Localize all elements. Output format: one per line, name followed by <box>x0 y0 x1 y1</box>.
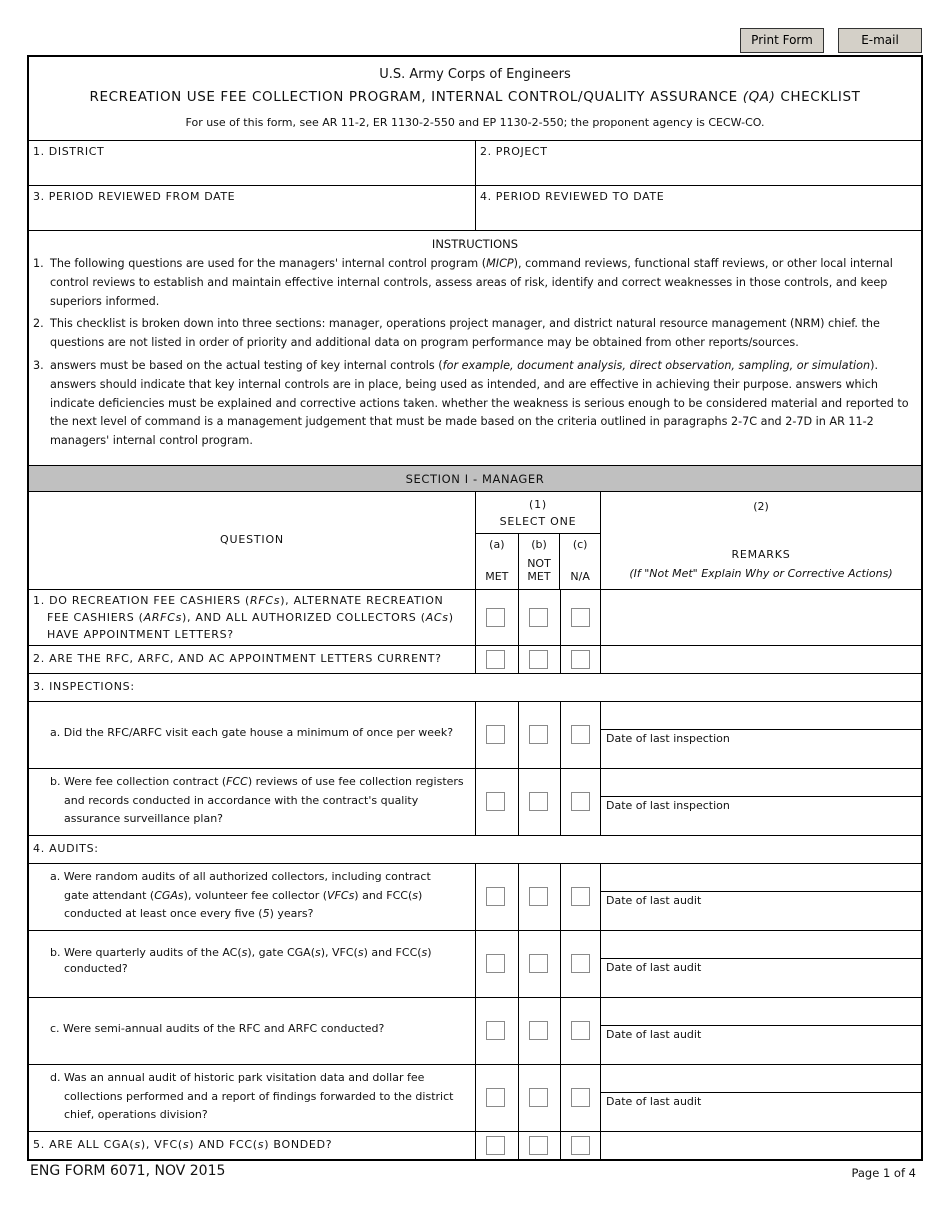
na-column-header: (c) N/A <box>559 534 600 589</box>
na-cell <box>560 864 601 930</box>
not-met-checkbox[interactable] <box>529 1021 548 1040</box>
print-form-button[interactable]: Print Form <box>740 28 824 53</box>
met-checkbox[interactable] <box>486 792 505 811</box>
select-one-header: (1) SELECT ONE (a) MET (b) NOT MET (c) N/A <box>476 492 601 589</box>
proponent-line: For use of this form, see AR 11-2, ER 1130-2-550 and EP 1130-2-550; the proponent agency is CECW-CO. <box>185 116 765 129</box>
remarks-field[interactable] <box>601 864 921 930</box>
na-checkbox[interactable] <box>571 792 590 811</box>
email-button[interactable]: E-mail <box>838 28 922 53</box>
field-row-2 <box>29 186 921 231</box>
checklist-form <box>27 55 923 1161</box>
met-checkbox[interactable] <box>486 650 505 669</box>
remarks-field[interactable] <box>601 998 921 1064</box>
remarks-field[interactable] <box>601 590 921 645</box>
project-field[interactable] <box>476 141 921 185</box>
remarks-input[interactable] <box>601 702 921 730</box>
remarks-input[interactable] <box>601 998 921 1026</box>
na-cell <box>560 931 601 997</box>
instructions-block <box>29 231 921 466</box>
not-met-cell <box>518 998 560 1064</box>
not-met-checkbox[interactable] <box>529 1088 548 1107</box>
na-cell <box>560 646 601 673</box>
question-text: 1. DO RECREATION FEE CASHIERS (RFCs), ALTERNATE RECREATION FEE CASHIERS (ARFCs), AND ALL AUTHORIZED COLLECTORS (ACs) HAVE APPOINTMENT LETTERS? <box>29 590 476 645</box>
not-met-cell <box>518 864 560 930</box>
not-met-cell <box>518 769 560 835</box>
project-label: 2. PROJECT <box>480 145 548 158</box>
met-cell <box>476 931 518 997</box>
not-met-checkbox[interactable] <box>529 1136 548 1155</box>
form-header <box>29 57 921 141</box>
remarks-field[interactable] <box>601 769 921 835</box>
remarks-field[interactable] <box>601 1132 921 1159</box>
not-met-checkbox[interactable] <box>529 954 548 973</box>
na-cell <box>560 702 601 768</box>
not-met-cell <box>518 931 560 997</box>
na-checkbox[interactable] <box>571 887 590 906</box>
met-column-header: (a) MET <box>485 538 509 583</box>
na-checkbox[interactable] <box>571 1021 590 1040</box>
not-met-checkbox[interactable] <box>529 608 548 627</box>
na-checkbox[interactable] <box>571 650 590 669</box>
page-number: Page 1 of 4 <box>851 1166 916 1180</box>
met-checkbox[interactable] <box>486 954 505 973</box>
not-met-checkbox[interactable] <box>529 887 548 906</box>
not-met-cell <box>518 1132 560 1159</box>
question-text: d. Was an annual audit of historic park visitation data and dollar fee collections performed and a report of findings forwarded to the district chief, operations division? <box>29 1065 476 1131</box>
na-cell <box>560 1132 601 1159</box>
not-met-cell <box>518 646 560 673</box>
remarks-field[interactable] <box>601 646 921 673</box>
met-cell <box>476 769 518 835</box>
question-text: a. Were random audits of all authorized collectors, including contract gate attendant (CGAs), volunteer fee collector (VFCs) and FCC(s) conducted at least once every five (5) years? <box>29 864 476 930</box>
instruction-item: 2. This checklist is broken down into three sections: manager, operations project manager, and district natural resource management (NRM) chief. the questions are not listed in order of priority and additional data on program performance may be obtained from other reports/sources. <box>33 317 880 350</box>
question-row <box>29 998 921 1065</box>
met-checkbox[interactable] <box>486 887 505 906</box>
date-of-last-audit-label: Date of last audit <box>606 1095 702 1108</box>
district-label: 1. DISTRICT <box>33 145 105 158</box>
instructions-heading: INSTRUCTIONS <box>431 237 519 251</box>
field-row-1 <box>29 141 921 186</box>
question-row <box>29 1132 921 1159</box>
question-row <box>29 1065 921 1132</box>
met-checkbox[interactable] <box>486 1021 505 1040</box>
remarks-input[interactable] <box>601 769 921 797</box>
column-headers <box>29 492 921 590</box>
na-checkbox[interactable] <box>571 954 590 973</box>
district-field[interactable] <box>29 141 476 185</box>
date-of-last-inspection-label: Date of last inspection <box>606 732 730 745</box>
na-checkbox[interactable] <box>571 725 590 744</box>
question-text: 5. ARE ALL CGA(s), VFC(s) AND FCC(s) BONDED? <box>29 1132 476 1159</box>
not-met-checkbox[interactable] <box>529 650 548 669</box>
met-cell <box>476 646 518 673</box>
met-cell <box>476 1065 518 1131</box>
question-row <box>29 590 921 646</box>
period-from-label: 3. PERIOD REVIEWED FROM DATE <box>33 190 236 203</box>
question-text: c. Were semi-annual audits of the RFC and ARFC conducted? <box>29 998 476 1064</box>
period-from-field[interactable] <box>29 186 476 230</box>
na-cell <box>560 769 601 835</box>
met-checkbox[interactable] <box>486 1088 505 1107</box>
question-text: b. Were quarterly audits of the AC(s), gate CGA(s), VFC(s) and FCC(s) conducted? <box>29 931 476 997</box>
period-to-field[interactable] <box>476 186 921 230</box>
na-cell <box>560 998 601 1064</box>
not-met-cell <box>518 702 560 768</box>
na-checkbox[interactable] <box>571 1136 590 1155</box>
section-header: SECTION I - MANAGER <box>29 466 921 492</box>
question-row <box>29 646 921 674</box>
not-met-checkbox[interactable] <box>529 792 548 811</box>
not-met-cell <box>518 1065 560 1131</box>
form-title: RECREATION USE FEE COLLECTION PROGRAM, INTERNAL CONTROL/QUALITY ASSURANCE (QA) CHECKLIST <box>89 89 861 105</box>
question-text: 2. ARE THE RFC, ARFC, AND AC APPOINTMENT LETTERS CURRENT? <box>29 646 476 673</box>
na-checkbox[interactable] <box>571 608 590 627</box>
remarks-input[interactable] <box>601 1065 921 1093</box>
remarks-field[interactable] <box>601 1065 921 1131</box>
remarks-input[interactable] <box>601 931 921 959</box>
met-checkbox[interactable] <box>486 725 505 744</box>
inspections-category: 3. INSPECTIONS: <box>29 674 921 702</box>
met-cell <box>476 864 518 930</box>
question-row <box>29 769 921 836</box>
not-met-column-header: (b) NOT MET <box>518 534 560 589</box>
audits-category: 4. AUDITS: <box>29 836 921 864</box>
remarks-field[interactable] <box>601 702 921 768</box>
not-met-checkbox[interactable] <box>529 725 548 744</box>
remarks-field[interactable] <box>601 931 921 997</box>
question-text: a. Did the RFC/ARFC visit each gate house a minimum of once per week? <box>29 702 476 768</box>
met-checkbox[interactable] <box>486 608 505 627</box>
met-cell <box>476 702 518 768</box>
date-of-last-inspection-label: Date of last inspection <box>606 799 730 812</box>
instruction-item: 1. The following questions are used for the managers' internal control program (MICP), command reviews, functional staff reviews, or other local internal control reviews to establish and maintain effective internal controls, assess areas of risk, identify and correct weaknesses in those controls, and keep superiors informed. <box>33 257 893 308</box>
na-cell <box>560 590 601 645</box>
remarks-input[interactable] <box>601 864 921 892</box>
na-checkbox[interactable] <box>571 1088 590 1107</box>
met-cell <box>476 1132 518 1159</box>
question-row <box>29 864 921 931</box>
date-of-last-audit-label: Date of last audit <box>606 894 702 907</box>
agency-name: U.S. Army Corps of Engineers <box>379 67 571 82</box>
question-row <box>29 931 921 998</box>
remarks-column-header: (2) REMARKS (If "Not Met" Explain Why or Corrective Actions) <box>629 500 893 580</box>
question-column-header: QUESTION <box>29 492 476 589</box>
met-cell <box>476 590 518 645</box>
instruction-item: 3. answers must be based on the actual testing of key internal controls (for example, document analysis, direct observation, sampling, or simulation). answers should indicate that key internal controls are in place, being used as intended, and are effective in achieving their purpose. answers which indicate deficiencies must be explained and corrective actions taken. whether the weakness is serious enough to be considered material and reported to the next level of command is a management judgement that must be made based on the criteria outlined in paragraphs 2-7C and 2-7D in AR 11-2 managers' internal control program. <box>33 358 909 448</box>
period-to-label: 4. PERIOD REVIEWED TO DATE <box>480 190 665 203</box>
question-row <box>29 702 921 769</box>
met-cell <box>476 998 518 1064</box>
na-cell <box>560 1065 601 1131</box>
form-number: ENG FORM 6071, NOV 2015 <box>30 1163 226 1179</box>
met-checkbox[interactable] <box>486 1136 505 1155</box>
date-of-last-audit-label: Date of last audit <box>606 961 702 974</box>
not-met-cell <box>518 590 560 645</box>
date-of-last-audit-label: Date of last audit <box>606 1028 702 1041</box>
question-text: b. Were fee collection contract (FCC) reviews of use fee collection registers and records conducted in accordance with the contract's quality assurance surveillance plan? <box>29 769 476 835</box>
